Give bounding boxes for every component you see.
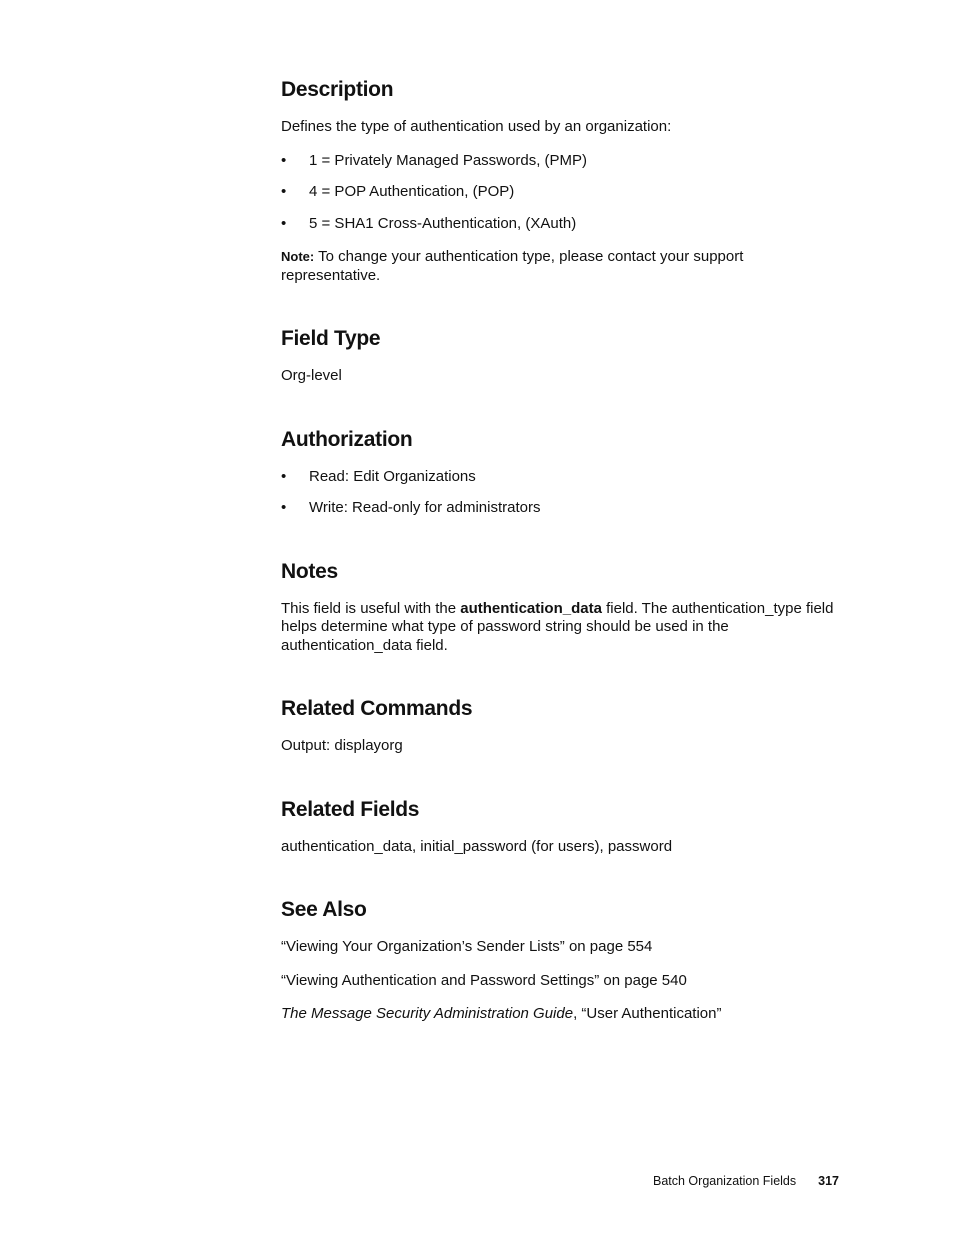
field-type-section bbox=[281, 327, 841, 386]
description-list bbox=[281, 152, 841, 234]
bullet-icon: • bbox=[281, 467, 287, 485]
see-also-section bbox=[281, 898, 841, 1024]
page-footer bbox=[653, 1174, 839, 1188]
see-also-guide-reference: The Message Security Administration Guide, “User Authentication” bbox=[281, 1005, 722, 1022]
field-type-heading: Field Type bbox=[281, 327, 381, 350]
authorization-list bbox=[281, 468, 841, 518]
related-fields-heading: Related Fields bbox=[281, 797, 420, 821]
note-text: To change your authentication type, please contact your support representative. bbox=[281, 248, 744, 284]
field-type-text: Org-level bbox=[281, 367, 342, 384]
list-item: • Read: Edit Organizations bbox=[281, 467, 476, 485]
list-item: • 5 = SHA1 Cross-Authentication, (XAuth) bbox=[281, 214, 577, 232]
related-commands-section bbox=[281, 697, 841, 756]
page-number: 317 bbox=[818, 1174, 839, 1188]
description-note bbox=[281, 248, 841, 285]
bullet-icon: • bbox=[281, 214, 287, 232]
see-also-link-sender-lists[interactable]: “Viewing Your Organization’s Sender Lists” on page 554 bbox=[281, 938, 653, 955]
authorization-heading: Authorization bbox=[281, 427, 413, 451]
related-fields-section bbox=[281, 798, 841, 857]
list-item: • 4 = POP Authentication, (POP) bbox=[281, 183, 515, 200]
related-commands-text: Output: displayorg bbox=[281, 737, 403, 754]
authorization-section bbox=[281, 428, 841, 518]
related-commands-heading: Related Commands bbox=[281, 697, 473, 720]
notes-heading: Notes bbox=[281, 559, 338, 583]
guide-title: The Message Security Administration Guide bbox=[281, 1005, 574, 1022]
page-content bbox=[281, 78, 841, 1066]
list-item: • 1 = Privately Managed Passwords, (PMP) bbox=[281, 151, 588, 169]
description-heading: Description bbox=[281, 78, 394, 101]
notes-bold-term: authentication_data bbox=[460, 599, 602, 617]
related-fields-text: authentication_data, initial_password (for users), password bbox=[281, 837, 673, 855]
notes-text: This field is useful with the authentication_data field. The authentication_type field helps determine what type of password string should be used in the authentication_data field. bbox=[281, 599, 834, 654]
notes-section bbox=[281, 560, 841, 656]
footer-section-title: Batch Organization Fields bbox=[653, 1174, 797, 1188]
description-section bbox=[281, 78, 841, 285]
bullet-icon: • bbox=[281, 151, 287, 169]
list-item: • Write: Read-only for administrators bbox=[281, 499, 541, 516]
note-label: Note: bbox=[281, 249, 315, 264]
bullet-icon: • bbox=[281, 499, 287, 516]
see-also-heading: See Also bbox=[281, 898, 367, 921]
see-also-link-auth-settings[interactable]: “Viewing Authentication and Password Settings” on page 540 bbox=[281, 971, 687, 989]
description-intro: Defines the type of authentication used by an organization: bbox=[281, 118, 672, 135]
bullet-icon: • bbox=[281, 183, 287, 200]
